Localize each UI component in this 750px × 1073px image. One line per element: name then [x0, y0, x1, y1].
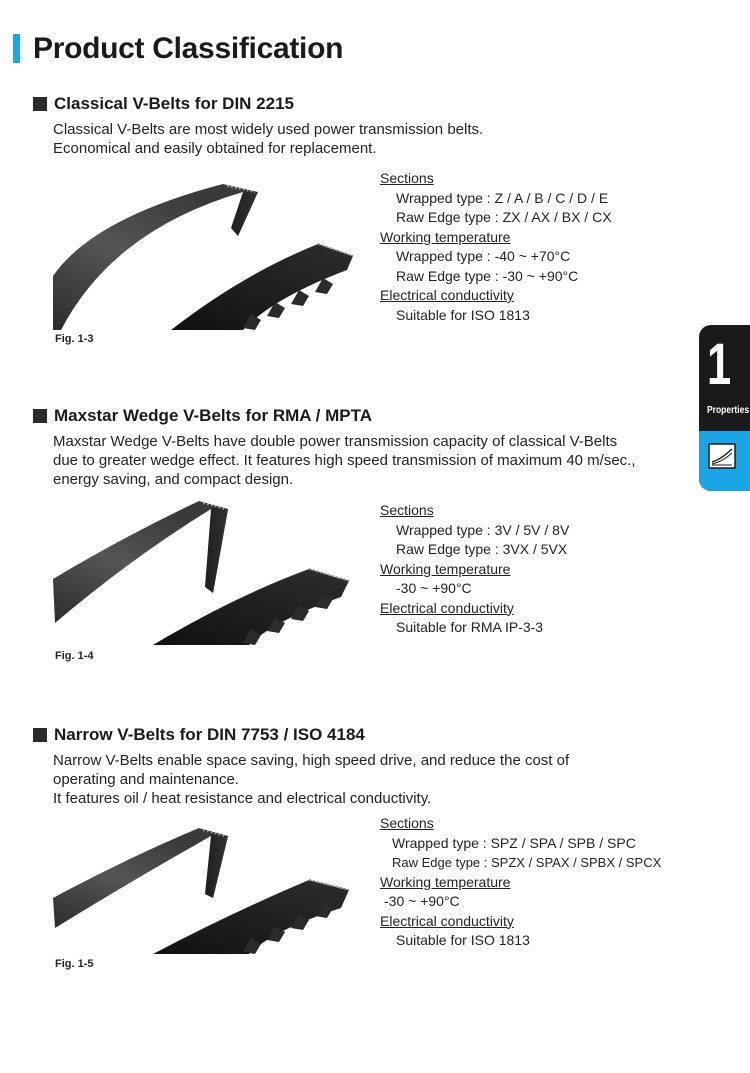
- chapter-number: 1: [707, 332, 732, 397]
- section-title: Classical V-Belts for DIN 2215: [54, 94, 295, 113]
- section-description: [53, 432, 636, 489]
- spec-heading-sections: Sections: [380, 170, 434, 186]
- description-line: Narrow V-Belts enable space saving, high speed drive, and reduce the cost of: [53, 752, 570, 769]
- spec-block: [380, 501, 569, 638]
- figure-caption: Fig. 1-4: [55, 650, 94, 662]
- spec-heading-temperature: Working temperature: [380, 873, 511, 890]
- figure-caption: Fig. 1-5: [55, 958, 94, 970]
- description-line: Economical and easily obtained for replacement.: [53, 140, 377, 157]
- spec-value: Suitable for ISO 1813: [396, 932, 530, 948]
- section-heading: [33, 725, 365, 745]
- spec-value: Wrapped type : 3V / 5V / 8V: [396, 521, 570, 538]
- spec-heading-temperature: Working temperature: [380, 228, 511, 245]
- spec-value: -30 ~ +90°C: [396, 580, 472, 596]
- spec-value: -30 ~ +90°C: [384, 893, 460, 909]
- spec-value: Raw Edge type : ZX / AX / BX / CX: [396, 209, 612, 225]
- chapter-tab-top: [699, 325, 750, 431]
- square-bullet-icon: [33, 728, 47, 742]
- spec-heading-sections: Sections: [380, 502, 434, 518]
- section-title: Narrow V-Belts for DIN 7753 / ISO 4184: [54, 725, 365, 744]
- spec-value: Raw Edge type : 3VX / 5VX: [396, 541, 568, 557]
- spec-value: Raw Edge type : -30 ~ +90°C: [396, 267, 579, 284]
- spec-value: Wrapped type : Z / A / B / C / D / E: [396, 189, 609, 206]
- spec-value: Wrapped type : SPZ / SPA / SPB / SPC: [392, 834, 636, 851]
- belt-figure-image: [53, 178, 358, 330]
- description-line: due to greater wedge effect. It features high speed transmission of maximum 40 m/sec.,: [53, 452, 636, 469]
- description-line: Classical V-Belts are most widely used power transmission belts.: [53, 121, 484, 138]
- spec-block: [380, 814, 661, 951]
- square-bullet-icon: [33, 409, 47, 423]
- description-line: It features oil / heat resistance and electrical conductivity.: [53, 790, 432, 807]
- description-line: Maxstar Wedge V-Belts have double power transmission capacity of classical V-Belts: [53, 433, 618, 450]
- figure-caption: Fig. 1-3: [55, 333, 94, 345]
- section-description: [53, 751, 569, 808]
- chart-icon: [708, 443, 736, 469]
- title-accent-bar: [13, 34, 20, 63]
- spec-heading-sections: Sections: [380, 815, 434, 831]
- chapter-side-tab[interactable]: [699, 325, 750, 491]
- spec-heading-conductivity: Electrical conductivity: [380, 912, 514, 929]
- description-line: energy saving, and compact design.: [53, 471, 294, 488]
- belt-figure-image: [53, 497, 353, 645]
- section-heading: [33, 406, 372, 426]
- chapter-label: Properties: [707, 405, 750, 416]
- section-title: Maxstar Wedge V-Belts for RMA / MPTA: [54, 406, 373, 425]
- spec-value: Wrapped type : -40 ~ +70°C: [396, 248, 571, 264]
- spec-heading-conductivity: Electrical conductivity: [380, 599, 514, 616]
- square-bullet-icon: [33, 97, 47, 111]
- spec-value: Suitable for ISO 1813: [396, 306, 530, 323]
- belt-figure-image: [53, 826, 353, 954]
- spec-value: Suitable for RMA IP-3-3: [396, 619, 544, 635]
- chapter-tab-icon-area: [699, 431, 750, 491]
- page-title: Product Classification: [33, 32, 344, 65]
- spec-heading-temperature: Working temperature: [380, 560, 511, 577]
- description-line: operating and maintenance.: [53, 771, 239, 788]
- spec-heading-conductivity: Electrical conductivity: [380, 287, 514, 303]
- section-description: [53, 120, 483, 158]
- spec-value: Raw Edge type : SPZX / SPAX / SPBX / SPCX: [392, 855, 662, 870]
- spec-block: [380, 169, 612, 325]
- section-heading: [33, 94, 294, 114]
